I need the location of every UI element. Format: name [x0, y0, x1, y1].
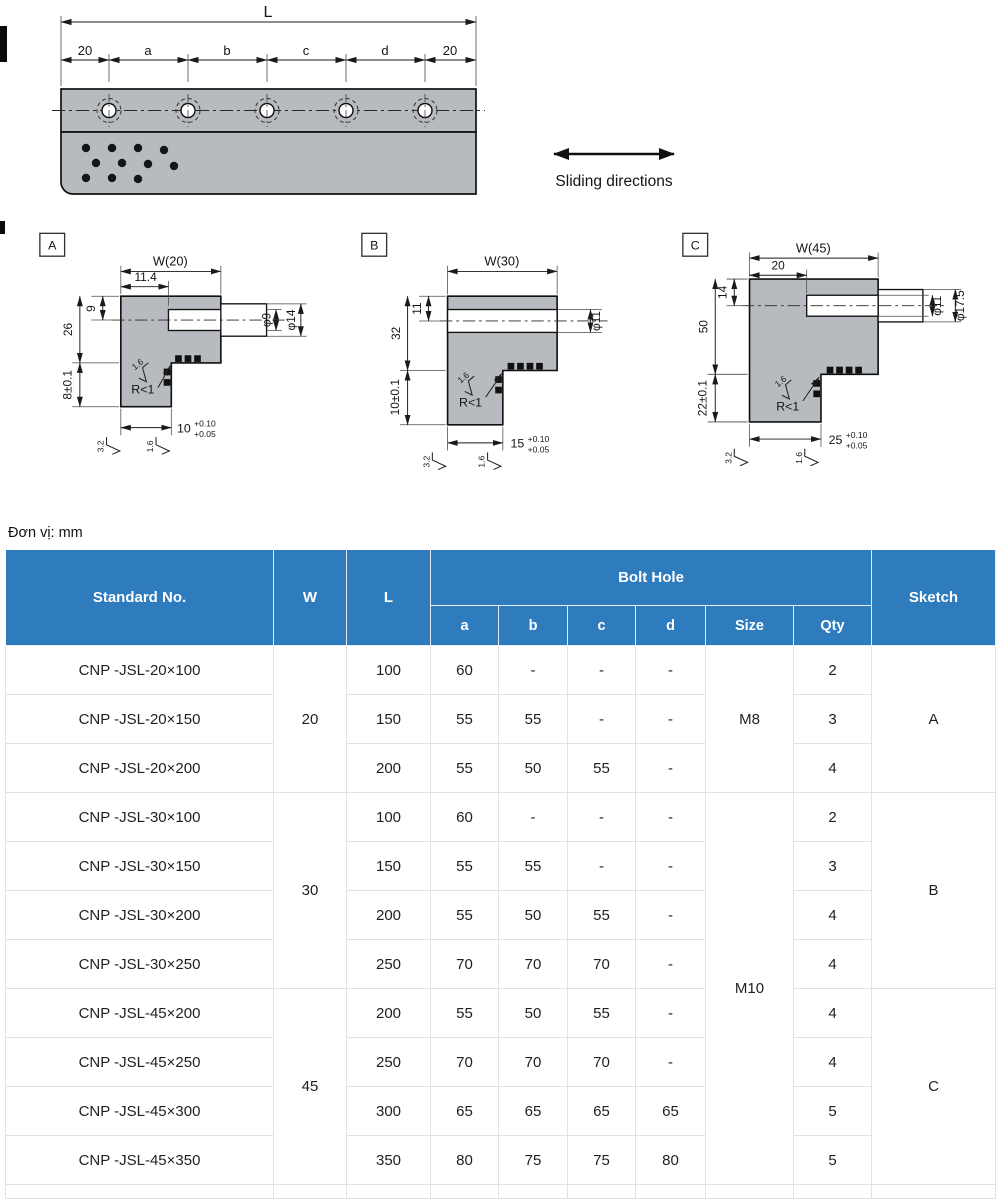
cell-qty: 4 [794, 891, 872, 940]
table-row [6, 1087, 996, 1136]
cell-d: - [636, 891, 706, 940]
cell-a: 70 [431, 940, 499, 989]
table-row [6, 695, 996, 744]
cell-a: 60 [431, 793, 499, 842]
cell-a: 55 [431, 842, 499, 891]
cell-b: 55 [499, 842, 568, 891]
roughness-symbol [476, 452, 500, 469]
cell-c: 75 [568, 1136, 636, 1185]
cell-d: - [636, 1038, 706, 1087]
dim-seg-a: a [144, 43, 152, 58]
print-registration-mark [0, 221, 5, 234]
svg-text:3.2: 3.2 [95, 440, 106, 453]
section-c-drawing [673, 220, 988, 501]
dim-step-height: 8±0.1 [60, 369, 75, 400]
cell-d: - [636, 989, 706, 1038]
cell-c: - [568, 646, 636, 695]
col-header-standard-no: Standard No. [6, 550, 274, 646]
cell-l: 300 [347, 1087, 431, 1136]
cross-sections [0, 220, 1000, 501]
dim-seg-b: b [223, 43, 231, 58]
cell-d: - [636, 842, 706, 891]
col-header-qty: Qty [794, 606, 872, 646]
table-row [6, 646, 996, 695]
spec-table [5, 549, 996, 1199]
cell-a: 55 [431, 891, 499, 940]
svg-text:1.6: 1.6 [455, 369, 471, 386]
col-header-c: c [568, 606, 636, 646]
table-row [6, 1136, 996, 1185]
table-row [6, 744, 996, 793]
section-c-tag: C [690, 238, 700, 253]
sliding-direction-label: Sliding directions [555, 173, 673, 190]
cell-d: - [636, 744, 706, 793]
table-row [6, 1038, 996, 1087]
fillet-label: R<1 [776, 399, 800, 414]
cell-qty: 4 [794, 989, 872, 1038]
dim-width: W(45) [795, 240, 831, 256]
dim-dia-inner: φ11 [929, 295, 944, 316]
cell-standard-no: CNP -JSL-45×300 [6, 1087, 274, 1136]
tol-upper: +0.10 [527, 433, 549, 444]
section-a-tag: A [48, 238, 57, 253]
dim-bottom: 25 [828, 432, 843, 447]
dim-step-height: 22±0.1 [695, 379, 710, 417]
cell-standard-no: CNP -JSL-45×250 [6, 1038, 274, 1087]
col-header-a: a [431, 606, 499, 646]
cell-sketch-group: C [872, 989, 996, 1185]
cell-b: 50 [499, 989, 568, 1038]
cell-standard-no: CNP -JSL-20×200 [6, 744, 274, 793]
col-header-d: d [636, 606, 706, 646]
cell-qty: 4 [794, 744, 872, 793]
cell-w-group: 45 [274, 989, 347, 1185]
dim-height: 32 [388, 326, 403, 340]
cell-b: - [499, 646, 568, 695]
col-header-bolt-hole: Bolt Hole [431, 550, 872, 606]
cell-sketch-group: B [872, 793, 996, 989]
cell-d: - [636, 646, 706, 695]
cell-l: 200 [347, 891, 431, 940]
dim-dia-inner: φ9 [259, 312, 274, 328]
cell-b: 70 [499, 1038, 568, 1087]
dim-height: 26 [61, 322, 76, 337]
table-row [6, 793, 996, 842]
section-b-tag: B [369, 238, 378, 253]
dim-seg-c: c [302, 43, 310, 58]
cell-qty: 4 [794, 1038, 872, 1087]
cell-standard-no: CNP -JSL-30×250 [6, 940, 274, 989]
table-row [6, 891, 996, 940]
extension-lines [61, 16, 476, 86]
dim-offset: 20 [771, 258, 785, 273]
dim-seg-20-right: 20 [442, 43, 458, 58]
tol-lower: +0.05 [194, 429, 216, 440]
cell-c: - [568, 793, 636, 842]
cell-l: 200 [347, 989, 431, 1038]
cell-a: 55 [431, 744, 499, 793]
dim-dia-inner: φ11 [588, 310, 603, 332]
unit-note: Đơn vị: mm [8, 525, 83, 541]
cell-a: 55 [431, 989, 499, 1038]
cell-a: 65 [431, 1087, 499, 1136]
cell-size-group: M10 [706, 793, 794, 1185]
col-header-b: b [499, 606, 568, 646]
top-view-drawing [26, 4, 706, 209]
table-row [6, 842, 996, 891]
dim-hole-top: 9 [84, 305, 99, 312]
cell-l: 250 [347, 1038, 431, 1087]
cell-l: 150 [347, 842, 431, 891]
cell-size-group: M8 [706, 646, 794, 793]
dim-bottom: 15 [509, 436, 524, 451]
cell-b: 75 [499, 1136, 568, 1185]
cell-b: - [499, 793, 568, 842]
dim-seg-d: d [381, 43, 389, 58]
cell-a: 60 [431, 646, 499, 695]
col-header-w: W [274, 550, 347, 646]
cell-standard-no: CNP -JSL-45×350 [6, 1136, 274, 1185]
cell-w-group: 30 [274, 793, 347, 989]
table-row [6, 940, 996, 989]
svg-text:1.6: 1.6 [772, 373, 789, 390]
dim-step-height: 10±0.1 [387, 379, 402, 416]
svg-text:1.6: 1.6 [129, 356, 146, 372]
roughness-symbol [723, 449, 747, 466]
roughness-symbol [421, 452, 445, 469]
cell-qty: 2 [794, 646, 872, 695]
dim-offset: 11.4 [134, 269, 157, 284]
cell-qty: 5 [794, 1087, 872, 1136]
cell-l: 250 [347, 940, 431, 989]
top-view-wrap [26, 4, 1000, 214]
cell-d: - [636, 793, 706, 842]
tol-upper: +0.10 [845, 430, 868, 441]
cell-b: 50 [499, 891, 568, 940]
cell-standard-no: CNP -JSL-45×200 [6, 989, 274, 1038]
cell-qty: 3 [794, 695, 872, 744]
dim-overall-length: L [263, 4, 273, 21]
dim-hole-top: 11 [409, 302, 424, 315]
svg-text:1.6: 1.6 [476, 455, 487, 468]
cell-l: 200 [347, 744, 431, 793]
dim-seg-20-left: 20 [77, 43, 93, 58]
cell-d: - [636, 695, 706, 744]
tol-lower: +0.05 [845, 440, 868, 451]
cell-b: 65 [499, 1087, 568, 1136]
dim-width: W(20) [152, 253, 188, 269]
cell-c: 55 [568, 891, 636, 940]
dim-hole-top: 14 [715, 285, 730, 300]
cell-standard-no: CNP -JSL-30×150 [6, 842, 274, 891]
cell-l: 100 [347, 793, 431, 842]
svg-text:3.2: 3.2 [723, 451, 734, 464]
cell-standard-no: CNP -JSL-20×150 [6, 695, 274, 744]
cell-qty: 2 [794, 793, 872, 842]
print-registration-mark [0, 26, 7, 62]
cell-d: 65 [636, 1087, 706, 1136]
col-header-size: Size [706, 606, 794, 646]
cell-c: 55 [568, 989, 636, 1038]
cell-l: 150 [347, 695, 431, 744]
cell-a: 55 [431, 695, 499, 744]
fillet-label: R<1 [131, 382, 155, 397]
cell-w-group: 20 [274, 646, 347, 793]
cell-a: 70 [431, 1038, 499, 1087]
cell-qty: 3 [794, 842, 872, 891]
svg-text:1.6: 1.6 [793, 451, 804, 464]
tol-upper: +0.10 [194, 418, 216, 429]
section-b-drawing [352, 220, 667, 501]
section-a-drawing [30, 220, 345, 501]
svg-text:3.2: 3.2 [420, 455, 431, 468]
dim-width: W(30) [483, 253, 519, 269]
cell-d: - [636, 940, 706, 989]
dim-height: 50 [696, 320, 711, 334]
dim-dia-outer: φ14 [284, 309, 299, 331]
table-row [6, 989, 996, 1038]
cell-qty: 5 [794, 1136, 872, 1185]
roughness-symbol [96, 437, 120, 454]
roughness-symbol [794, 449, 818, 466]
roughness-symbol [145, 437, 169, 454]
cell-c: 55 [568, 744, 636, 793]
cell-b: 50 [499, 744, 568, 793]
cell-c: 70 [568, 940, 636, 989]
fillet-label: R<1 [458, 395, 482, 410]
dim-bottom: 10 [177, 421, 191, 436]
cell-c: 70 [568, 1038, 636, 1087]
cell-c: - [568, 842, 636, 891]
cell-b: 70 [499, 940, 568, 989]
cell-standard-no: CNP -JSL-20×100 [6, 646, 274, 695]
cell-c: 65 [568, 1087, 636, 1136]
dim-dia-outer: φ17.5 [952, 290, 967, 322]
cell-qty: 4 [794, 940, 872, 989]
col-header-l: L [347, 550, 431, 646]
cell-a: 80 [431, 1136, 499, 1185]
col-header-sketch: Sketch [872, 550, 996, 646]
cell-standard-no: CNP -JSL-30×200 [6, 891, 274, 940]
cell-sketch-group: A [872, 646, 996, 793]
cell-standard-no: CNP -JSL-30×100 [6, 793, 274, 842]
dimension-lines [61, 22, 476, 60]
tol-lower: +0.05 [527, 444, 549, 455]
cell-l: 350 [347, 1136, 431, 1185]
cell-c: - [568, 695, 636, 744]
cell-b: 55 [499, 695, 568, 744]
table-row-clipped [6, 1185, 996, 1199]
svg-text:1.6: 1.6 [145, 440, 156, 453]
cell-d: 80 [636, 1136, 706, 1185]
cell-l: 100 [347, 646, 431, 695]
